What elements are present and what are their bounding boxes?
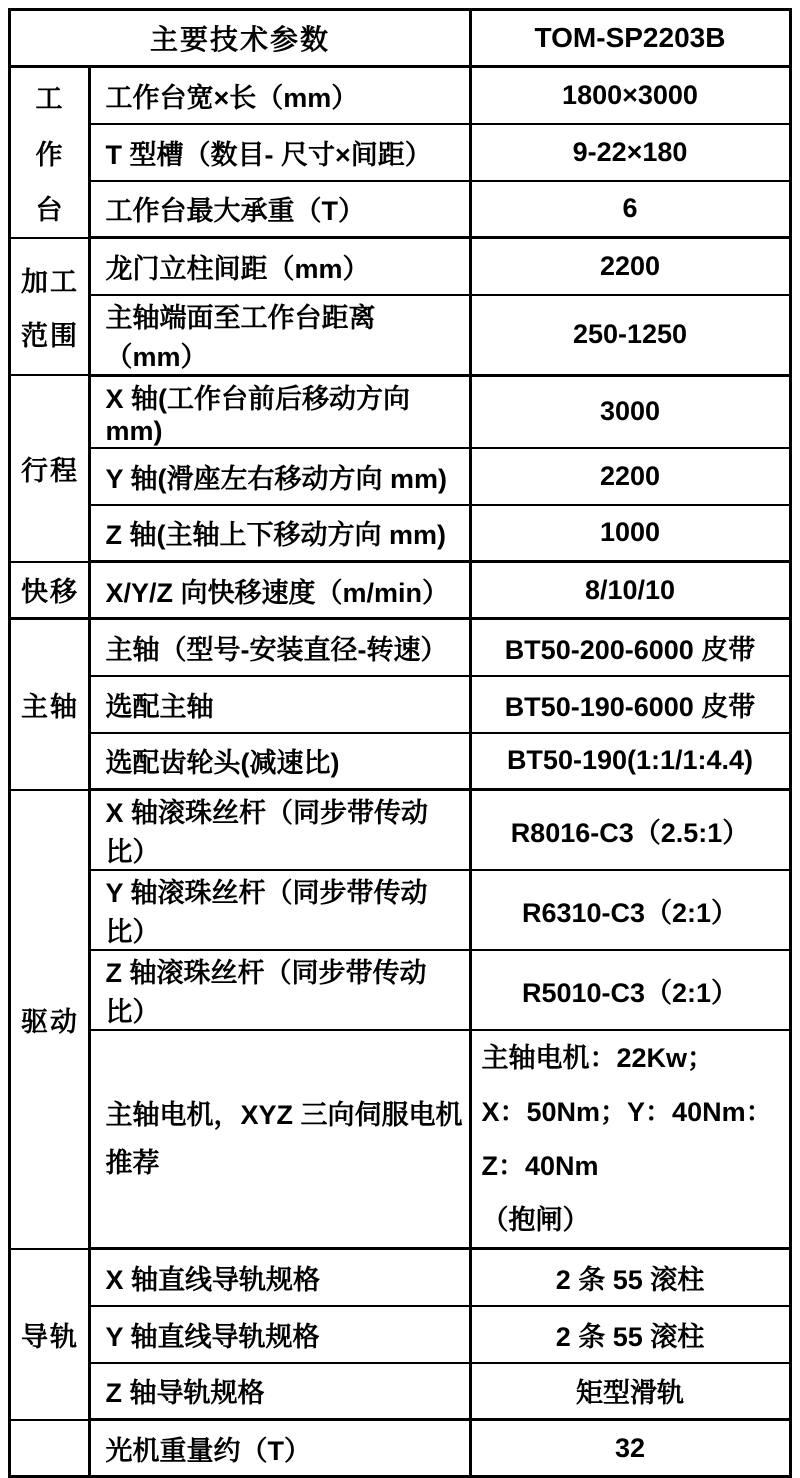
param-value: BT50-190-6000 皮带 <box>470 676 790 733</box>
param-label: Y 轴直线导轨规格 <box>90 1306 470 1363</box>
param-value: R5010-C3（2:1） <box>470 950 790 1030</box>
param-label: 主轴电机，XYZ 三向伺服电机推荐 <box>90 1030 470 1249</box>
table-row <box>10 676 790 733</box>
group-char: 工 <box>35 84 65 115</box>
param-value: R6310-C3（2:1） <box>470 870 790 950</box>
table-row <box>10 733 790 790</box>
param-label: 主轴（型号-安装直径-转速） <box>90 619 470 676</box>
param-value: 2200 <box>470 448 790 505</box>
param-value: 1800×3000 <box>470 67 790 124</box>
param-value: 9-22×180 <box>470 124 790 181</box>
group-cell-worktable <box>10 67 90 238</box>
param-label: 主轴端面至工作台距离（mm） <box>90 295 470 376</box>
table-row <box>10 950 790 1030</box>
param-value: 8/10/10 <box>470 562 790 619</box>
param-label: 选配主轴 <box>90 676 470 733</box>
param-label: 光机重量约（T） <box>90 1420 470 1477</box>
table-row <box>10 124 790 181</box>
param-value <box>470 1030 790 1249</box>
param-label: Z 轴滚珠丝杆（同步带传动比） <box>90 950 470 1030</box>
param-label: 龙门立柱间距（mm） <box>90 238 470 295</box>
table-row <box>10 1249 790 1306</box>
table-row <box>10 505 790 562</box>
param-value: 2 条 55 滚柱 <box>470 1306 790 1363</box>
param-value: 6 <box>470 181 790 238</box>
group-cell-work-range <box>10 238 90 376</box>
value-line: X：50Nm；Y：40Nm：Z：40Nm <box>481 1097 773 1181</box>
param-label: X/Y/Z 向快移速度（m/min） <box>90 562 470 619</box>
param-value: 32 <box>470 1420 790 1477</box>
group-cell-drive: 驱动 <box>10 790 90 1249</box>
model-number: TOM-SP2203B <box>470 10 790 67</box>
param-label: X 轴(工作台前后移动方向 mm) <box>90 375 470 448</box>
param-label: Y 轴滚珠丝杆（同步带传动比） <box>90 870 470 950</box>
param-value: BT50-190(1:1/1:4.4) <box>470 733 790 790</box>
group-word: 加工 <box>20 266 79 297</box>
param-value: R8016-C3（2.5:1） <box>470 790 790 871</box>
param-value: BT50-200-6000 皮带 <box>470 619 790 676</box>
param-label: 工作台宽×长（mm） <box>90 67 470 124</box>
param-value: 250-1250 <box>470 295 790 376</box>
group-cell-empty <box>10 1420 90 1477</box>
param-label: X 轴直线导轨规格 <box>90 1249 470 1306</box>
param-value: 2200 <box>470 238 790 295</box>
table-row <box>10 1363 790 1420</box>
group-cell-spindle: 主轴 <box>10 619 90 790</box>
param-value: 3000 <box>470 375 790 448</box>
param-value: 2 条 55 滚柱 <box>470 1249 790 1306</box>
param-label: Y 轴(滑座左右移动方向 mm) <box>90 448 470 505</box>
table-row <box>10 238 790 295</box>
value-line: （抱闸） <box>481 1205 590 1235</box>
param-label: 工作台最大承重（T） <box>90 181 470 238</box>
table-row <box>10 181 790 238</box>
table-row <box>10 619 790 676</box>
table-row <box>10 1030 790 1249</box>
header-row <box>10 10 790 67</box>
param-label: Z 轴(主轴上下移动方向 mm) <box>90 505 470 562</box>
table-row <box>10 790 790 871</box>
table-row <box>10 375 790 448</box>
group-char: 台 <box>35 195 65 226</box>
group-stacked-label <box>11 69 88 235</box>
param-value: 1000 <box>470 505 790 562</box>
group-char: 作 <box>35 139 65 170</box>
param-label: X 轴滚珠丝杆（同步带传动比） <box>90 790 470 871</box>
value-line: 主轴电机：22Kw； <box>481 1043 715 1073</box>
table-title: 主要技术参数 <box>10 10 470 67</box>
table-row <box>10 295 790 376</box>
table-row <box>10 67 790 124</box>
group-cell-travel: 行程 <box>10 375 90 562</box>
table-row <box>10 448 790 505</box>
group-cell-guideway: 导轨 <box>10 1249 90 1420</box>
table-row <box>10 1306 790 1363</box>
param-value: 矩型滑轨 <box>470 1363 790 1420</box>
table-row <box>10 562 790 619</box>
group-cell-rapid: 快移 <box>10 562 90 619</box>
param-label: Z 轴导轨规格 <box>90 1363 470 1420</box>
table-row <box>10 870 790 950</box>
param-label: 选配齿轮头(减速比) <box>90 733 470 790</box>
table-row <box>10 1420 790 1477</box>
spec-table <box>8 8 791 1478</box>
param-label: T 型槽（数目- 尺寸×间距） <box>90 124 470 181</box>
group-word: 范围 <box>20 320 79 351</box>
group-stacked-label <box>11 252 88 360</box>
